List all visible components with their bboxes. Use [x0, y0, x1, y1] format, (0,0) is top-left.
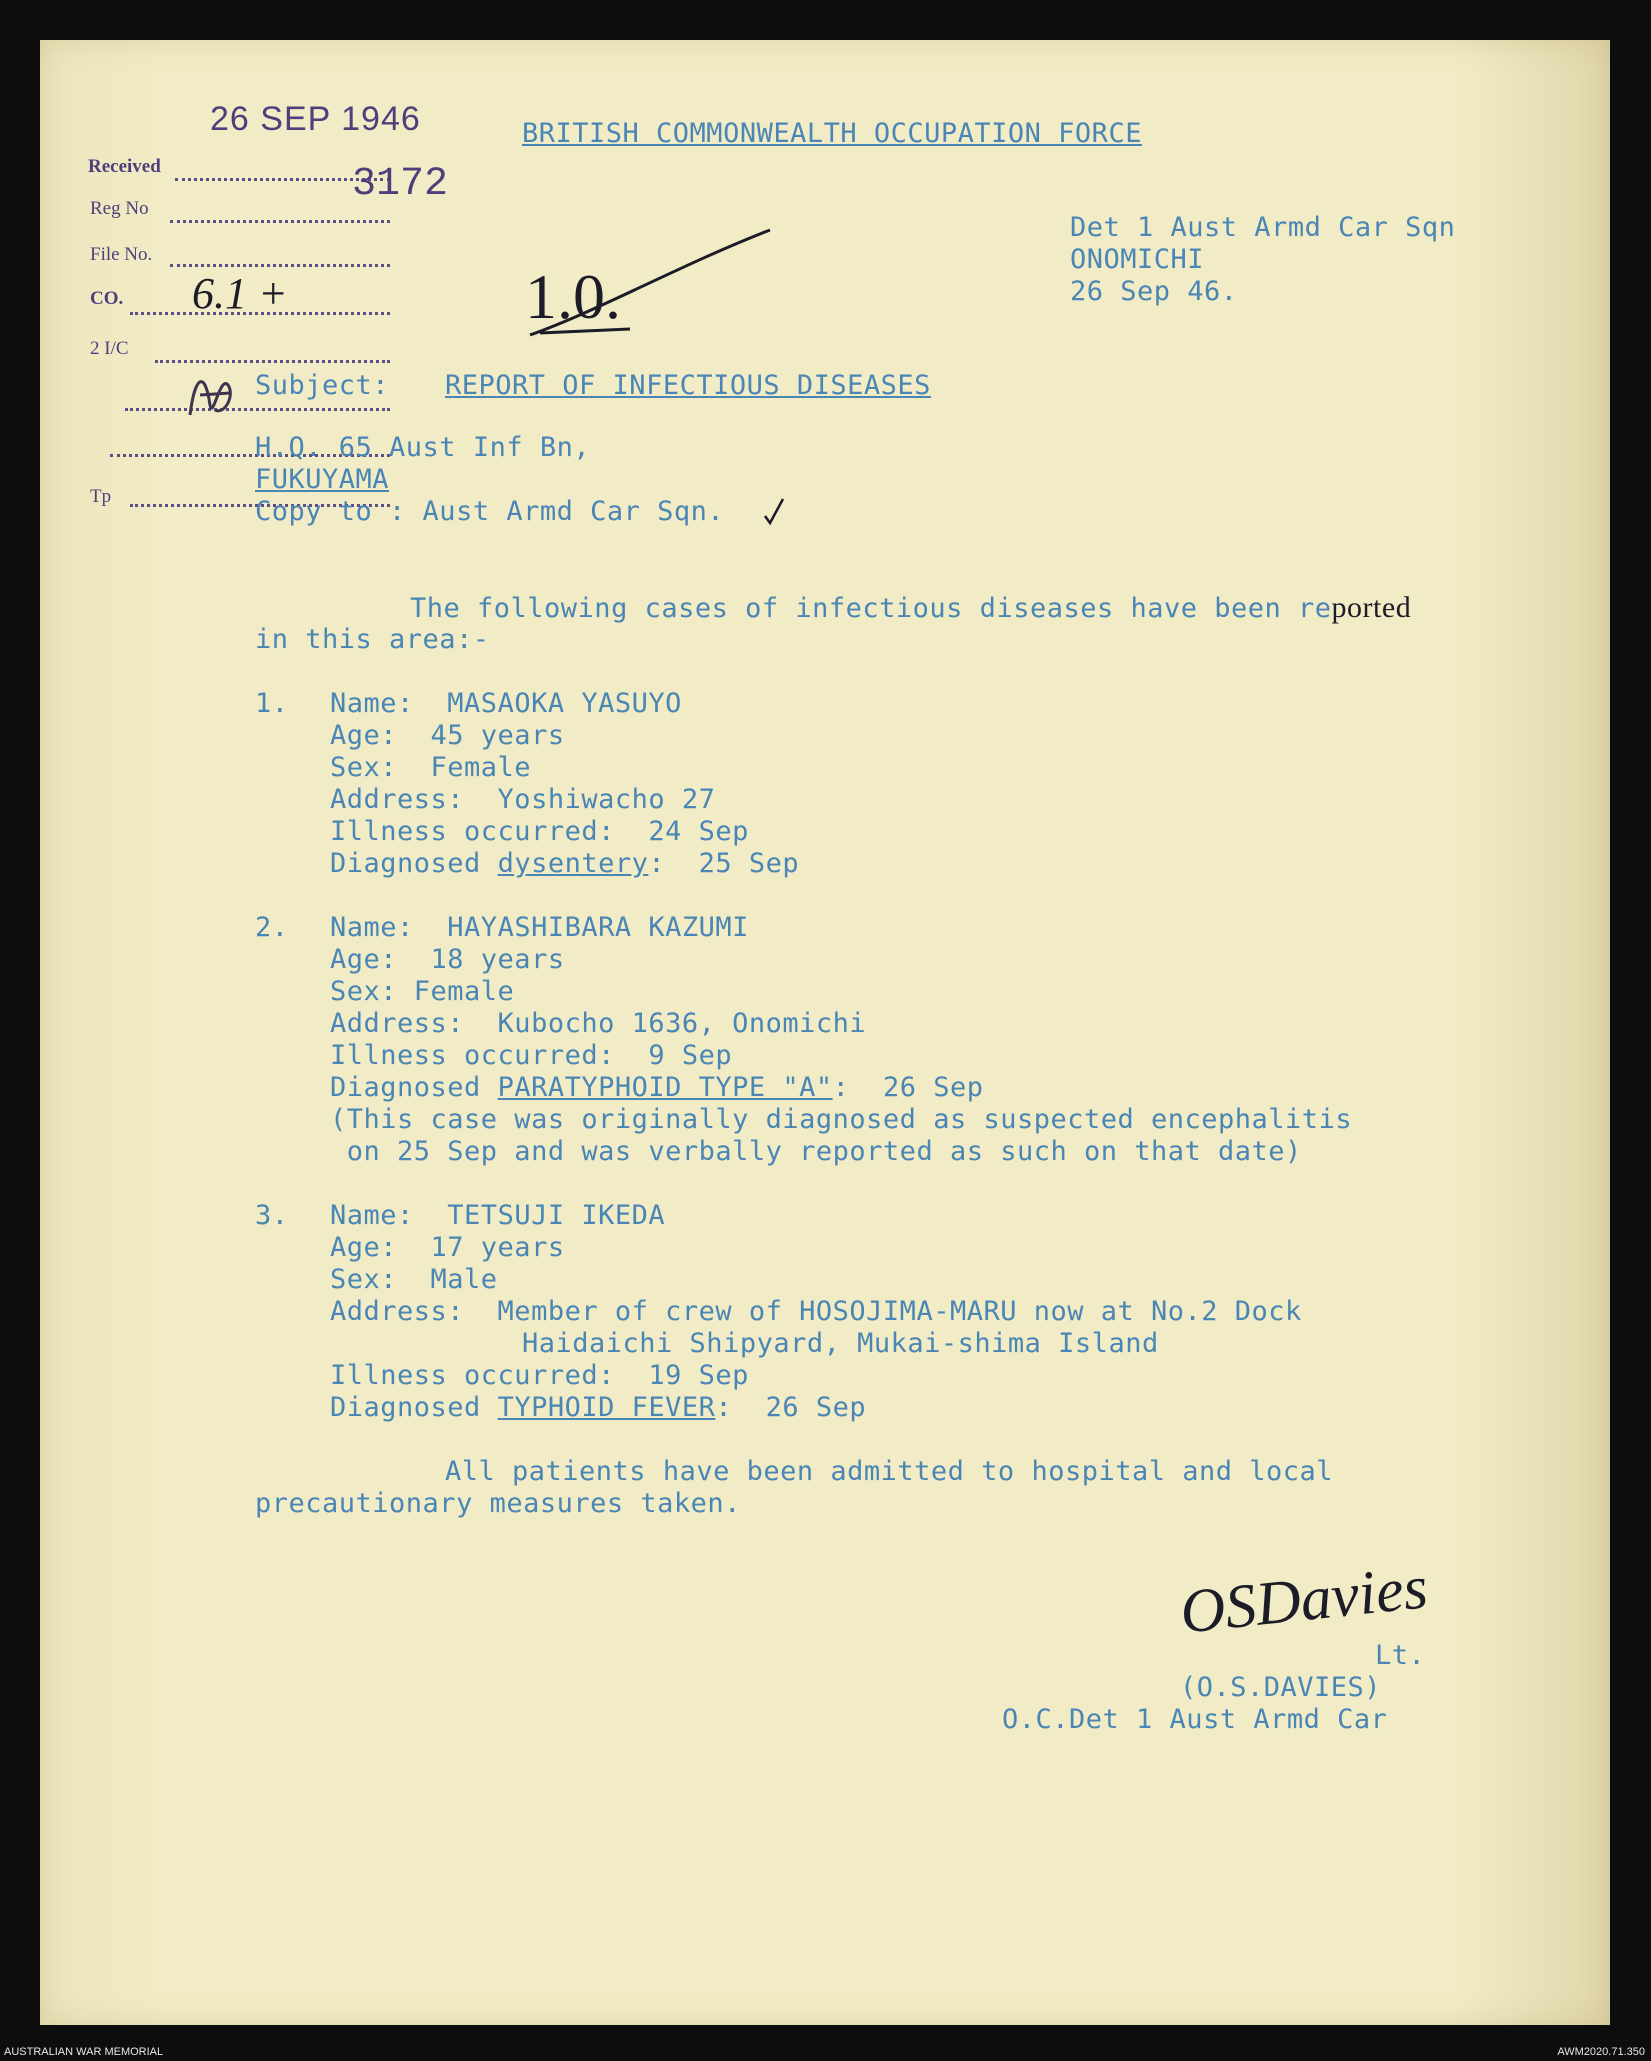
case-1-name-value: MASAOKA YASUYO: [447, 688, 682, 719]
stamp-co-line: [130, 312, 390, 315]
closing-line2: precautionary measures taken.: [255, 1488, 741, 1519]
case-2-sex: Sex: Female: [330, 976, 515, 1007]
case-1-name: [330, 688, 682, 720]
case-1-age: Age: 45 years: [330, 720, 565, 751]
case-2-note-line2: on 25 Sep and was verbally reported as such on that date): [330, 1136, 1302, 1167]
intro-line2: in this area:-: [255, 624, 490, 655]
case-2-diag-disease: PARATYPHOID TYPE "A": [497, 1072, 833, 1103]
case-3-diagnosis: [330, 1392, 866, 1424]
case-3-diag-disease: TYPHOID FEVER: [497, 1392, 716, 1423]
reg-number: 3172: [352, 162, 449, 207]
case-3-name: [330, 1200, 665, 1232]
document-page: [40, 40, 1610, 2025]
sender-location: ONOMICHI: [1070, 244, 1205, 275]
stamp-tp-label: Tp: [90, 486, 112, 507]
stamp-file-line: [170, 264, 390, 267]
document-date: 26 Sep 46.: [1070, 276, 1238, 307]
signature-name: (O.S.DAVIES): [1180, 1672, 1382, 1703]
case-1-diagnosis: [330, 848, 799, 880]
stamp-co-label: CO.: [90, 288, 124, 309]
stamp-ic-line: [155, 360, 390, 363]
case-3-illness: Illness occurred: 19 Sep: [330, 1360, 749, 1391]
document-title: BRITISH COMMONWEALTH OCCUPATION FORCE: [522, 118, 1142, 149]
stamp-ic-label: 2 I/C: [90, 338, 129, 359]
case-3-name-value: TETSUJI IKEDA: [447, 1200, 666, 1231]
stamp-file-label: File No.: [90, 244, 153, 265]
case-3-name-label: Name:: [330, 1200, 414, 1231]
initials-scribble: [180, 365, 250, 425]
io-handwritten: 1.0.: [525, 261, 621, 332]
case-1-number: 1.: [255, 688, 289, 719]
case-1-sex: Sex: Female: [330, 752, 532, 783]
intro-line1-text: The following cases of infectious diseases have been re: [410, 593, 1332, 624]
case-2-name: [330, 912, 749, 944]
footer-left: AUSTRALIAN WAR MEMORIAL: [4, 2046, 164, 2058]
case-1-address: Address: Yoshiwacho 27: [330, 784, 716, 815]
stamp-reg-line: [170, 220, 390, 223]
closing-line1: All patients have been admitted to hospital and local: [445, 1456, 1334, 1487]
case-2-diag-date: : 26 Sep: [832, 1072, 984, 1103]
case-3-diag-label: Diagnosed: [330, 1392, 498, 1423]
case-1-diag-disease: dysentery: [497, 848, 649, 879]
reported-insert-handwritten: por: [1331, 591, 1374, 624]
intro-line1-end: ted: [1373, 591, 1412, 624]
case-3-age: Age: 17 years: [330, 1232, 565, 1263]
signature-title: O.C.Det 1 Aust Armd Car: [1002, 1704, 1388, 1735]
stamp-received-label: Received: [88, 156, 161, 177]
case-2-age: Age: 18 years: [330, 944, 565, 975]
check-mark-icon: [762, 496, 786, 526]
stamp-reg-label: Reg No: [90, 198, 149, 219]
copy-to-line: Copy to : Aust Armd Car Sqn.: [255, 496, 725, 527]
intro-line1: [410, 592, 1411, 625]
case-1-diag-date: : 25 Sep: [648, 848, 800, 879]
case-1-name-label: Name:: [330, 688, 414, 719]
case-2-name-value: HAYASHIBARA KAZUMI: [447, 912, 749, 943]
case-2-diagnosis: [330, 1072, 983, 1104]
case-3-address-line2: Haidaichi Shipyard, Mukai-shima Island: [522, 1328, 1159, 1359]
case-2-diag-label: Diagnosed: [330, 1072, 498, 1103]
signature-handwritten: OSDavies: [1177, 1553, 1431, 1647]
subject-text: REPORT OF INFECTIOUS DISEASES: [445, 370, 931, 401]
case-3-diag-date: : 26 Sep: [715, 1392, 867, 1423]
sender-unit: Det 1 Aust Armd Car Sqn: [1070, 212, 1456, 243]
case-2-number: 2.: [255, 912, 289, 943]
co-handwritten: 6.1 +: [192, 269, 288, 318]
case-2-note-line1: (This case was originally diagnosed as suspected encephalitis: [330, 1104, 1353, 1135]
case-2-address: Address: Kubocho 1636, Onomichi: [330, 1008, 867, 1039]
stamp-line-6: [125, 408, 390, 411]
case-2-illness: Illness occurred: 9 Sep: [330, 1040, 733, 1071]
case-1-diag-label: Diagnosed: [330, 848, 498, 879]
date-stamp: 26 SEP 1946: [210, 100, 421, 138]
addressee-line2: FUKUYAMA: [255, 464, 390, 495]
case-3-number: 3.: [255, 1200, 289, 1231]
case-3-address: Address: Member of crew of HOSOJIMA-MARU now at No.2 Dock: [330, 1296, 1302, 1327]
subject-label: Subject:: [255, 370, 390, 401]
footer-right: AWM2020.71.350: [1557, 2046, 1645, 2058]
case-2-name-label: Name:: [330, 912, 414, 943]
addressee-line1: H.Q. 65 Aust Inf Bn,: [255, 432, 591, 463]
case-1-illness: Illness occurred: 24 Sep: [330, 816, 749, 847]
pen-slash: [520, 225, 780, 345]
signature-rank: Lt.: [1375, 1640, 1426, 1671]
case-3-sex: Sex: Male: [330, 1264, 498, 1295]
